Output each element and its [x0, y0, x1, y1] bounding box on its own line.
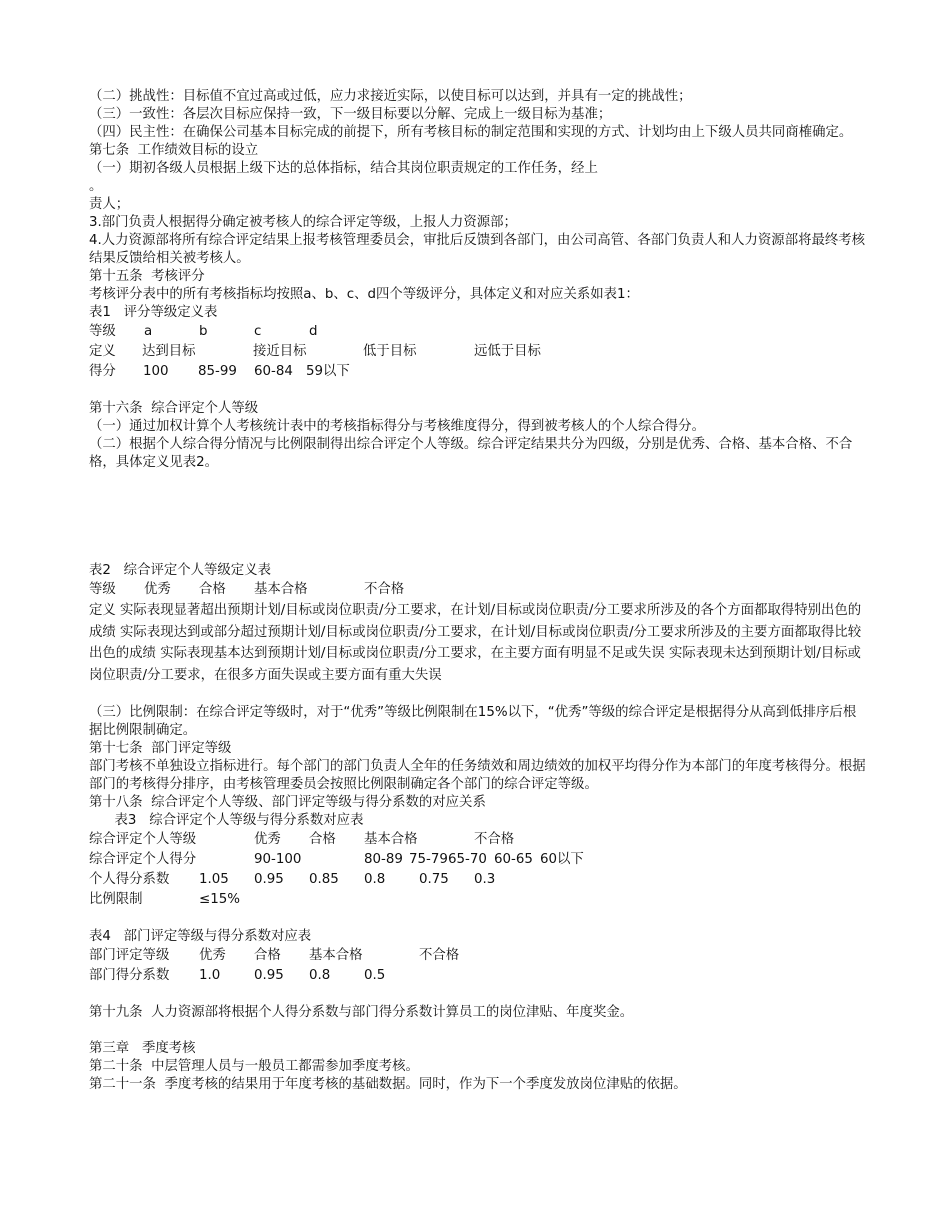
table-cell: 90-100: [254, 852, 302, 867]
article-heading: 第十九条 人力资源部将根据个人得分系数与部门得分系数计算员工的岗位津贴、年度奖金。: [89, 1005, 634, 1020]
paragraph: 考核评分表中的所有考核指标均按照a、b、c、d四个等级评分，具体定义和对应关系如表1：: [89, 287, 639, 302]
table-cell: a: [144, 324, 153, 339]
paragraph: 。: [89, 179, 103, 194]
table-cell: 基本合格: [254, 582, 308, 597]
table-cell: 0.5: [364, 968, 386, 983]
article-heading: 第二十一条 季度考核的结果用于年度考核的基础数据。同时，作为下一个季度发放岗位津贴的依据。: [89, 1077, 687, 1092]
table-cell: d: [309, 324, 318, 339]
paragraph: （二）挑战性：目标值不宜过高或过低，应力求接近实际，以使目标可以达到，并具有一定的挑战性；: [89, 89, 692, 104]
table-cell: 综合评定个人等级: [89, 832, 197, 847]
document-page: [89, 88, 869, 1094]
table-cell: 综合评定个人得分: [89, 852, 197, 867]
table2-definition-row: 定义 实际表现显著超出预期计划/目标或岗位职责/分工要求，在计划/目标或岗位职责/分工要求所涉及的各个方面都取得特别出色的成绩 实际表现达到或部分超过预期计划/目标或岗位职责/分工要求，在计划/目标或岗位职责/分工要求所涉及的主要方面都取得比较出色的成绩 实际表现基本达到预期计划/目标或岗位职责/分工要求，在主要方面有明显不足或失误 实际表现未达到预期计划/目标或岗位职责/分工要求，在很多方面失误或主要方面有重大失误: [89, 603, 862, 683]
table-cell: 65-70: [448, 852, 487, 867]
table-cell: 优秀: [144, 582, 171, 597]
paragraph: （一）通过加权计算个人考核统计表中的考核指标得分与考核维度得分，得到被考核人的个人综合得分。: [89, 419, 705, 434]
table1-definition-row: [89, 342, 869, 362]
paragraph: （一）期初各级人员根据上级下达的总体指标，结合其岗位职责规定的工作任务，经上: [89, 161, 598, 176]
table-cell: 1.0: [199, 968, 221, 983]
paragraph: （四）民主性：在确保公司基本目标完成的前提下，所有考核目标的制定范围和实现的方式、计划均由上下级人员共同商榷确定。: [89, 125, 853, 140]
article-heading: 第十六条 综合评定个人等级: [89, 401, 259, 416]
table-cell: 75-79: [409, 852, 448, 867]
paragraph: 4.人力资源部将所有综合评定结果上报考核管理委员会，审批后反馈到各部门，由公司高管、各部门负责人和人力资源部将最终考核结果反馈给相关被考核人。: [89, 233, 866, 266]
paragraph: （二）根据个人综合得分情况与比例限制得出综合评定个人等级。综合评定结果共分为四级，分别是优秀、合格、基本合格、不合格，具体定义见表2。: [89, 437, 853, 470]
table-cell: 60以下: [540, 852, 584, 867]
table-cell: 1.05: [199, 872, 229, 887]
table-cell: 部门得分系数: [89, 968, 170, 983]
table-cell: 0.8: [364, 872, 386, 887]
table2-header-row: [89, 580, 869, 600]
chapter-heading: 第三章 季度考核: [89, 1041, 196, 1056]
table-cell: 远低于目标: [474, 344, 541, 359]
table-cell: 部门评定等级: [89, 948, 170, 963]
table-cell: 达到目标: [142, 344, 196, 359]
table-cell: 不合格: [364, 582, 405, 597]
table-cell: 60-65: [494, 852, 533, 867]
table-cell: 等级: [89, 582, 116, 597]
table-cell: 基本合格: [309, 948, 363, 963]
table-cell: 合格: [199, 582, 226, 597]
table-cell: 60-84: [254, 364, 293, 379]
table-cell: c: [254, 324, 262, 339]
article-heading: 第十五条 考核评分: [89, 269, 205, 284]
table3-limit-row: [89, 890, 869, 910]
table-cell: 优秀: [254, 832, 281, 847]
table-cell: ≤15%: [199, 892, 240, 907]
table4-coefficient-row: [89, 966, 869, 986]
article-heading: 第七条 工作绩效目标的设立: [89, 143, 259, 158]
table-cell: b: [199, 324, 208, 339]
table-cell: 优秀: [199, 948, 226, 963]
table-caption: 表4 部门评定等级与得分系数对应表: [89, 929, 312, 944]
table-cell: 合格: [254, 948, 281, 963]
table-cell: 0.75: [419, 872, 449, 887]
article-heading: 第二十条 中层管理人员与一般员工都需参加季度考核。: [89, 1059, 419, 1074]
table-cell: 得分: [89, 364, 116, 379]
table-cell: 等级: [89, 324, 116, 339]
table-cell: 合格: [309, 832, 336, 847]
table-cell: 定义: [89, 344, 116, 359]
table-cell: 基本合格: [364, 832, 418, 847]
table-caption: 表3 综合评定个人等级与得分系数对应表: [89, 813, 364, 828]
table-cell: 0.85: [309, 872, 339, 887]
table-cell: 0.95: [254, 968, 284, 983]
table3-score-row: [89, 850, 869, 870]
table-cell: 85-99: [198, 364, 237, 379]
table3-header-row: [89, 830, 869, 850]
table4-header-row: [89, 946, 869, 966]
table-cell: 0.95: [254, 872, 284, 887]
paragraph: 责人；: [89, 197, 130, 212]
table-cell: 0.8: [309, 968, 331, 983]
article-heading: 第十八条 综合评定个人等级、部门评定等级与得分系数的对应关系: [89, 795, 486, 810]
table-cell: 接近目标: [253, 344, 307, 359]
paragraph: 3.部门负责人根据得分确定被考核人的综合评定等级，上报人力资源部；: [89, 215, 517, 230]
table-cell: 比例限制: [89, 892, 143, 907]
table1-header-row: [89, 322, 869, 342]
paragraph: （三）一致性：各层次目标应保持一致，下一级目标要以分解、完成上一级目标为基准；: [89, 107, 612, 122]
article-heading: 第十七条 部门评定等级: [89, 741, 232, 756]
table-cell: 80-89: [364, 852, 403, 867]
table-cell: 低于目标: [363, 344, 417, 359]
table-cell: 个人得分系数: [89, 872, 170, 887]
paragraph: 部门考核不单独设立指标进行。每个部门的部门负责人全年的任务绩效和周边绩效的加权平均得分作为本部门的年度考核得分。根据部门的考核得分排序，由考核管理委员会按照比例限制确定各个部门的综合评定等级。: [89, 759, 866, 792]
table-cell: 0.3: [474, 872, 496, 887]
table-cell: 59以下: [306, 364, 350, 379]
table1-score-row: [89, 362, 869, 382]
table-cell: 不合格: [419, 948, 460, 963]
table-cell: 100: [143, 364, 169, 379]
table3-coefficient-row: [89, 870, 869, 890]
table-caption: 表1 评分等级定义表: [89, 305, 218, 320]
table-cell: 不合格: [474, 832, 515, 847]
paragraph: （三）比例限制：在综合评定等级时，对于“优秀”等级比例限制在15%以下，“优秀”等级的综合评定是根据得分从高到低排序后根据比例限制确定。: [89, 705, 857, 738]
table-caption: 表2 综合评定个人等级定义表: [89, 563, 271, 578]
